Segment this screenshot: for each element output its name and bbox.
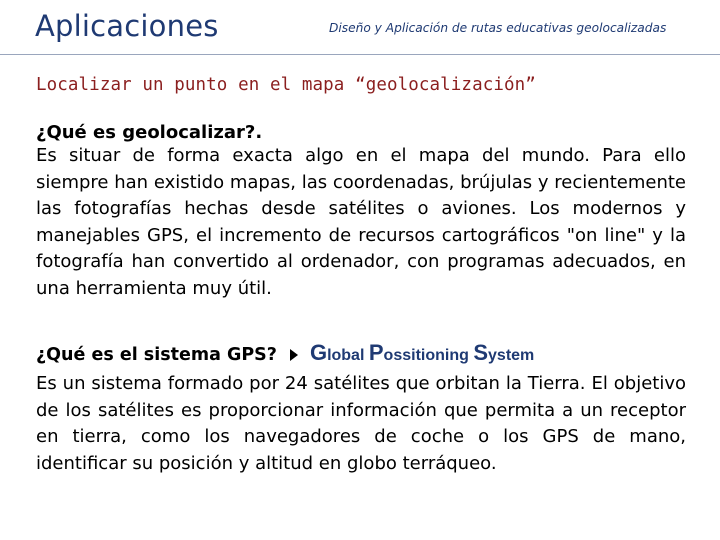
gps-expansion (310, 340, 534, 366)
question-gps-row (36, 340, 534, 368)
triangle-right-icon (290, 349, 298, 361)
gps-letter-s: S (473, 340, 489, 365)
header-subtitle: Diseño y Aplicación de rutas educativas geolocalizadas (329, 21, 667, 35)
gps-word-system: ystem (488, 347, 535, 364)
paragraph-gps: Es un sistema formado por 24 satélites que orbitan la Tierra. El objetivo de los satélites es proporcionar información que permita a un receptor en tierra, como los navegadores de coche o los GPS de mano, identificar su posición y altitud en globo terráqueo. (36, 373, 686, 474)
header-title: Aplicaciones (35, 9, 219, 43)
question-gps: ¿Qué es el sistema GPS? (36, 345, 277, 365)
section-title: Localizar un punto en el mapa “geolocalización” (36, 75, 536, 95)
paragraph-geolocalizar: Es situar de forma exacta algo en el mapa del mundo. Para ello siempre han existido mapas, las coordenadas, brújulas y recientemente las fotografías hechas desde satélites o aviones. Los modernos y manejables GPS, el incremento de recursos cartográficos "on line" y la fotografía han convertido al ordenador, con programas adecuados, en una herramienta muy útil. (36, 145, 686, 299)
gps-letter-g: G (309, 340, 328, 365)
header-divider (0, 54, 720, 55)
gps-letter-p: P (368, 340, 384, 365)
gps-word-global: lobal (327, 347, 365, 364)
question-geolocalizar: ¿Qué es geolocalizar?. (36, 122, 263, 143)
gps-word-possitioning: ossitioning (383, 347, 469, 364)
